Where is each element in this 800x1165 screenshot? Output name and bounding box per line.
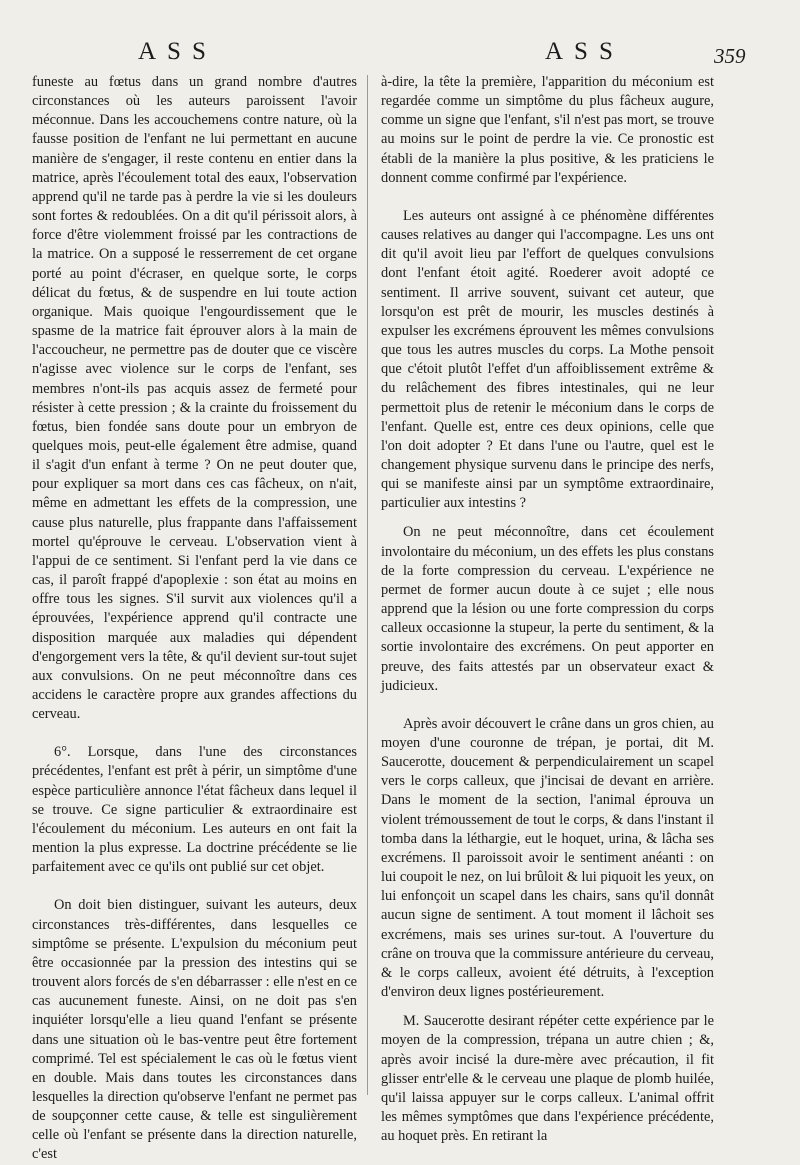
- page-header: [0, 38, 800, 72]
- right-paragraph-5: M. Saucerotte desirant répéter cette expérience par le moyen de la compression, trépana un autre chien ; &, après avoir incisé la dure-mère avec précaution, il fit glisser entr'elle & le cerveau une plaque de plomb huilée, qu'il laissa appuyer sur le corps calleux. L'animal offrit les mêmes symptômes que dans l'expérience précédente, au hoquet près. En retirant la: [381, 1013, 714, 1145]
- right-paragraph-2: Les auteurs ont assigné à ce phénomène différentes causes relatives au danger qui l'accompagne. Les uns ont dit qu'il avoit lieu par l'effort de quelques convulsions dont l'enfant étoit agité. Roederer avoit adopté ce sentiment. Il arrive souvent, suivant cet auteur, que lorsqu'on est prêt de mourir, les muscles destinés à expulser les excrémens éprouvent les mêmes convulsions que tous les autres muscles du corps. La Mothe pensoit que c'étoit plutôt l'effet d'un affoiblissement extrême & du relâchement des fibres intestinales, qui ne leur permettoit plus de retenir le méconium dans le corps de l'enfant. Quelle est, entre ces deux opinions, celle que l'on doit adopter ? Et dans l'une ou l'autre, quel est le changement physique survenu dans le principe des nerfs, qui se manifeste ainsi par un symptôme extraordinaire, particulier aux intestins ?: [381, 207, 714, 512]
- column-divider: [367, 75, 368, 1095]
- running-head-right: ASS: [545, 38, 624, 65]
- left-paragraph-2: 6°. Lorsque, dans l'une des circonstances précédentes, l'enfant est prêt à périr, un simptôme d'une espèce particulière annonce l'état fâcheux dans lequel il se trouve. Ce signe particulier & extraordinaire est l'écoulement du méconium. Les auteurs en ont fait la mention la plus expresse. La doctrine précédente se lie parfaitement avec ce qu'ils ont publié sur cet objet.: [32, 744, 357, 876]
- right-paragraph-1: à-dire, la tête la première, l'apparition du méconium est regardée comme un simptôme du plus fâcheux augure, comme un signe que l'enfant, s'il n'est pas mort, se trouve au moins sur le point de perdre la vie. Ce pronostic est établi de la manière la plus positive, & les praticiens le donnent comme confirmé par l'expérience.: [381, 74, 714, 186]
- left-paragraph-1: funeste au fœtus dans un grand nombre d'autres circonstances où les auteurs paroissent l'avoir méconnue. Dans les accouchemens contre nature, où la fausse position de l'enfant ne lui permettant en aucune manière de s'engager, il reste contenu en entier dans la matrice, après l'écoulement total des eaux, l'observation apprend qu'il ne tarde pas à perdre la vie si les douleurs sont fortes & redoublées. On a dit qu'il périssoit alors, à force d'être violemment froissé par les contractions de la matrice. On a supposé le resserrement de cet organe porté au point d'écraser, en quelque sorte, le corps délicat du fœtus, & de suspendre en lui toute action organique. Mais quoique l'engourdissement que le spasme de la matrice fait éprouver alors à la main de l'accoucheur, ne permettre pas de douter que ce viscère n'agisse avec violence sur le corps de l'enfant, ses membres n'ont-ils pas acquis assez de fermeté pour résister à cette pression ; & la crainte du froissement du fœtus, bien fondée sans doute pour un embryon de quelques mois, peut-elle également être admise, quand il s'agit d'un enfant à terme ? On ne peut douter que, pour expliquer sa mort dans ces cas fâcheux, on n'ait, même en admettant les effets de la compression, une cause plus naturelle, plus frappante dans l'affaissement mortel qu'éprouve le cerveau. L'observation vient à l'appui de ce sentiment. Si l'enfant perd la vie dans ce cas, il paroît frappé d'apoplexie : son état au moins en offre tous les signes. S'il survit aux violences qu'il a éprouvées, l'expérience apprend qu'il contracte une disposition marquée aux maladies qui dépendent d'engorgement vers la tête, & qu'il devient sur-tout sujet aux convulsions. On ne peut méconnoître dans ces accidens le caractère propre aux grandes affections du cerveau.: [32, 74, 357, 723]
- right-column: [381, 73, 714, 1145]
- right-paragraph-3: On ne peut méconnoître, dans cet écoulement involontaire du méconium, un des effets les plus constans de la forte compression du cerveau. L'expérience ne permet de former aucun doute à ce sujet ; elle nous apprend que la lésion ou une forte compression du corps calleux occasionne la stupeur, la perte du sentiment, & la sortie involontaire des excrémens. On peut apporter en preuve, des faits attestés par un observateur exact & judicieux.: [381, 524, 714, 694]
- left-paragraph-3: On doit bien distinguer, suivant les auteurs, deux circonstances très-différentes, dans lesquelles ce simptôme se présente. L'expulsion du méconium peut être occasionnée par la pression des intestins qui se trouvent alors forcés de s'en débarrasser : elle n'est en ce cas aucunement funeste. Ainsi, on ne doit pas s'en inquiéter lorsqu'elle a lieu quand l'enfant se présente dans une situation où le bas-ventre peut être fortement comprimé. Tel est spécialement le cas où le fœtus vient en double. Mais dans toutes les circonstances dans lesquelles la direction qu'observe l'enfant ne permet pas de soupçonner cette cause, & telle est singulièrement celle où l'enfant se présente dans la direction naturelle, c'est: [32, 897, 357, 1163]
- page-number: 359: [714, 44, 746, 68]
- right-paragraph-4: Après avoir découvert le crâne dans un gros chien, au moyen d'une couronne de trépan, je portai, dit M. Saucerotte, doucement & perpendiculairement un scapel vers le corps calleux, que j'incisai de devant en arrière. Dans le moment de la section, l'animal éprouva un violent trémoussement de tout le corps, & dans l'instant il tomba dans la léthargie, eut le hoquet, urina, & lâcha ses excrémens. Il paroissoit avoir le sentiment anéanti : on lui coupoit le nez, on lui brûloit & lui piquoit les yeux, on lui enfonçoit un scapel dans les chairs, sans qu'il donnât aucun signe de sentiment. A tout moment il lâchoit ses excrémens, mais ses urines sur-tout. A l'ouverture du crâne on trouva que la commissure antérieure du cerveau, & le corps calleux, avoient été détruits, à l'exception d'environ deux lignes postérieurement.: [381, 715, 714, 1001]
- running-head-left: ASS: [138, 38, 217, 65]
- left-column: [32, 73, 357, 1163]
